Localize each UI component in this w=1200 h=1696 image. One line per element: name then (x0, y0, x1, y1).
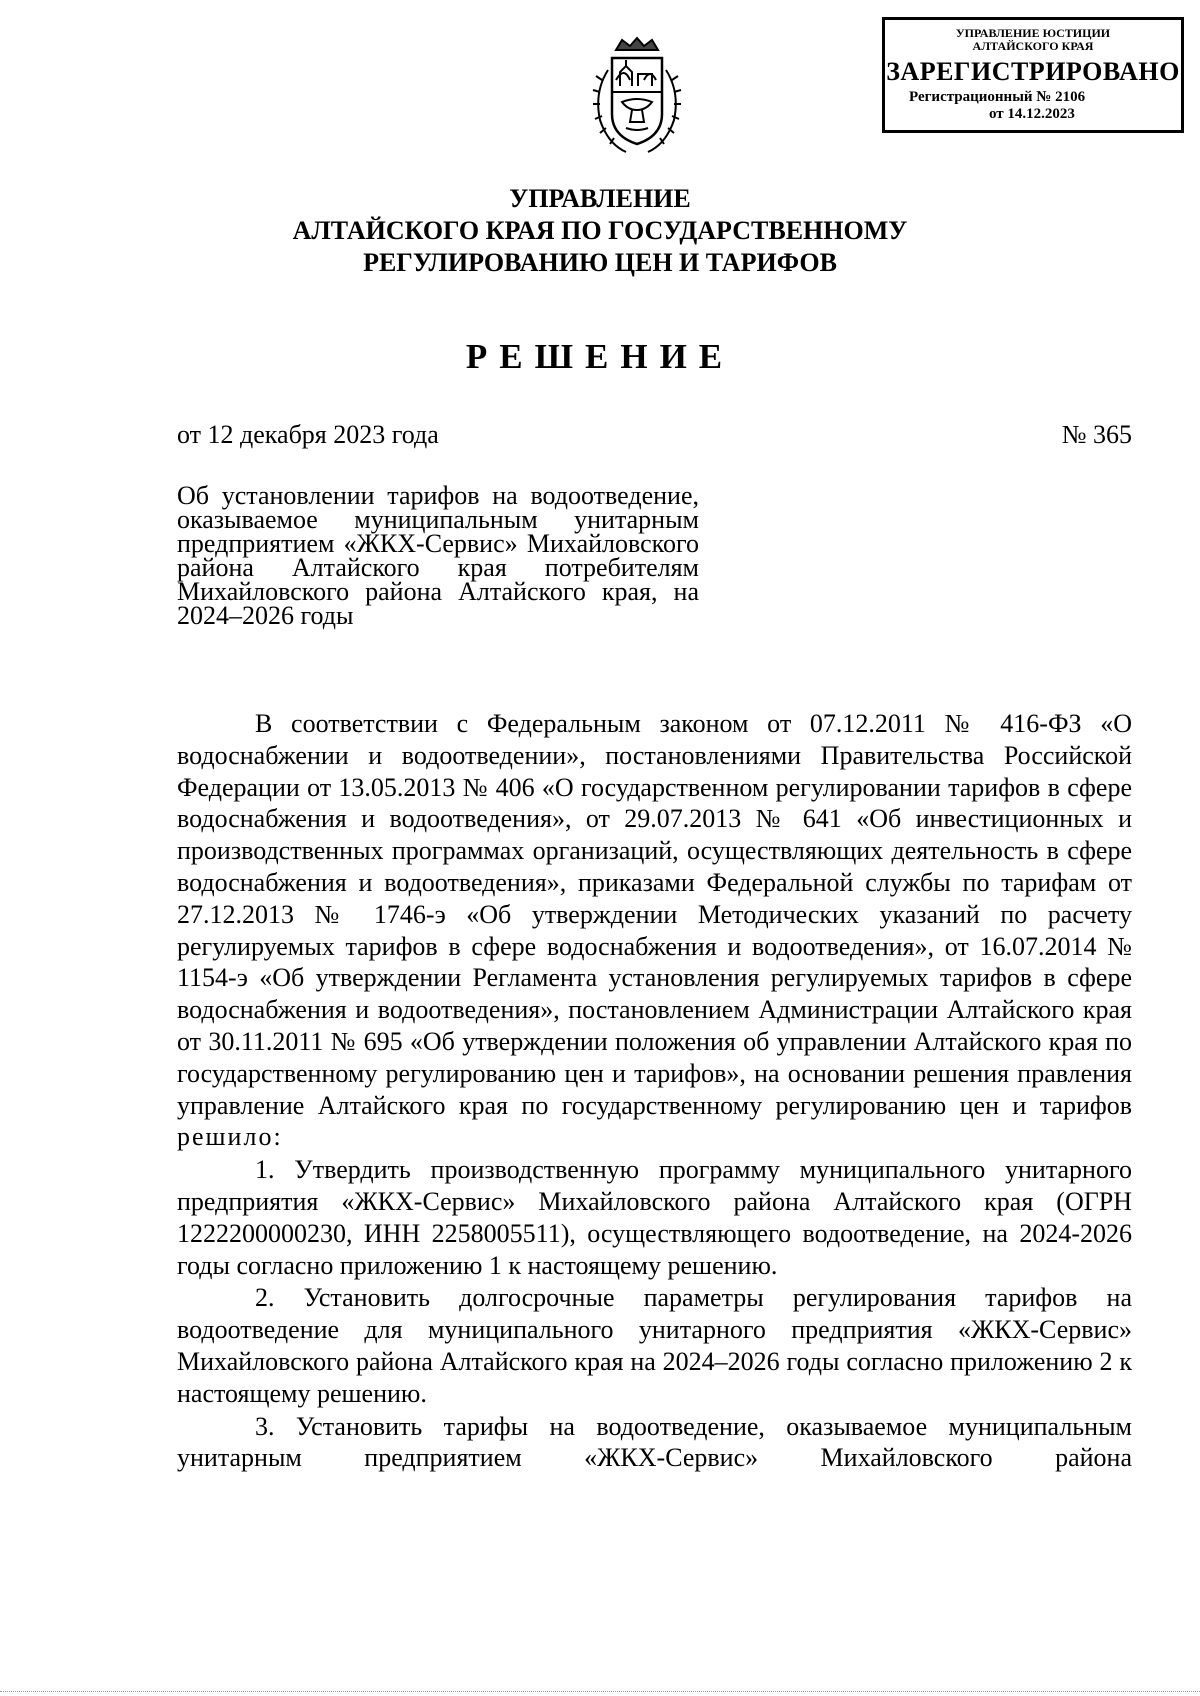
stamp-registered: ЗАРЕГИСТРИРОВАНО (886, 57, 1180, 86)
preamble-paragraph (177, 708, 1132, 1153)
item-1-paragraph: 1. Утвердить производственную программу муниципального унитарного предприятия «ЖКХ-Сервис» Михайловского района Алтайского края (ОГРН 1222200000230, ИНН 2258005511), осуществляющего водоотведение, на 2024-2026 годы согласно приложению 1 к настоящему решению. (177, 1155, 1132, 1280)
document-body (177, 708, 1132, 1474)
decision-date: от 12 декабря 2023 года (177, 420, 439, 449)
heading-line2: АЛТАЙСКОГО КРАЯ ПО ГОСУДАРСТВЕННОМУ (292, 216, 908, 245)
decided-word: решило: (177, 1122, 283, 1152)
decision-number: № 365 (1061, 420, 1132, 449)
stamp-reg-number: Регистрационный № 2106 (909, 89, 1086, 105)
stamp-authority-line1: УПРАВЛЕНИЕ ЮСТИЦИИ (955, 26, 1111, 40)
stamp-authority-line2: АЛТАЙСКОГО КРАЯ (972, 39, 1094, 53)
preamble-text: В соответствии с Федеральным законом от 07.12.2011 № 416-ФЗ «О водоснабжении и водоотведении», постановлениями Правительства Российской Федерации от 13.05.2013 № 406 «О государственном регулировании тарифов в сфере водоснабжения и водоотведения», от 29.07.2013 № 641 «Об инвестиционных и производственных программах организаций, осуществляющих деятельность в сфере водоснабжения и водоотведения», приказами Федеральной службы по тарифам от 27.12.2013 № 1746-э «Об утверждении Методических указаний по расчету регулируемых тарифов в сфере водоснабжения и водоотведения», от 16.07.2014 № 1154-э «Об утверждении Регламента установления регулируемых тарифов в сфере водоснабжения и водоотведения», постановлением Администрации Алтайского края от 30.11.2011 № 695 «Об утверждении положения об управлении Алтайского края по государственному регулированию цен и тарифов», на основании решения правления управление Алтайского края по государственному регулированию цен и тарифов (177, 709, 1132, 1120)
heading-line3: РЕГУЛИРОВАНИЮ ЦЕН И ТАРИФОВ (363, 248, 837, 277)
stamp-reg-date: от 14.12.2023 (989, 106, 1075, 122)
item-2-paragraph: 2. Установить долгосрочные параметры регулирования тарифов на водоотведение для муниципального унитарного предприятия «ЖКХ-Сервис» Михайловского района Алтайского края на 2024–2026 годы согласно приложению 2 к настоящему решению. (177, 1283, 1132, 1408)
authority-heading (180, 183, 1020, 279)
item-3-paragraph: 3. Установить тарифы на водоотведение, оказываемое муниципальным унитарным предприятием «ЖКХ-Сервис» Михайловского района (177, 1411, 1132, 1473)
page-bottom-edge (0, 1691, 1200, 1693)
heading-line1: УПРАВЛЕНИЕ (509, 184, 691, 213)
document-title: РЕШЕНИЕ (465, 337, 735, 376)
altai-krai-coat-of-arms-icon (586, 36, 688, 160)
registration-stamp (882, 17, 1184, 133)
date-number-line (177, 420, 1132, 450)
decision-subject: Об установлении тарифов на водоотведение, оказываемое муниципальным унитарным предприятием «ЖКХ-Сервис» Михайловского района Алтайского края потребителям Михайловского района Алтайского края, на 2024–2026 годы (177, 481, 699, 630)
